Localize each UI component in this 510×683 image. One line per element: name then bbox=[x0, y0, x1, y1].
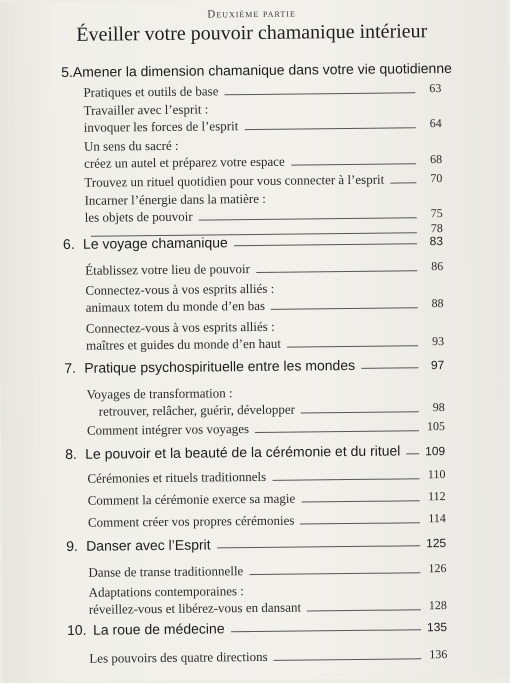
chapter-number: 5. bbox=[61, 63, 73, 81]
entry-text: maîtres et guides du monde d’en haut bbox=[85, 335, 282, 353]
entry-text: Danse de transe traditionnelle bbox=[88, 563, 244, 580]
chapter-title: Danser avec l’Esprit bbox=[86, 536, 211, 554]
entry-text: Travailler avec l’esprit : bbox=[83, 101, 209, 118]
chapter-title: Amener la dimension chamanique dans votre vie quotidienne bbox=[72, 59, 452, 80]
chapter-8-heading bbox=[65, 442, 445, 462]
chapter-7-heading bbox=[64, 356, 444, 376]
page-number: 125 bbox=[426, 536, 447, 551]
dot-leader bbox=[271, 306, 418, 310]
page-number: 126 bbox=[428, 561, 447, 576]
toc-entry bbox=[88, 488, 446, 509]
page-number: 109 bbox=[425, 444, 446, 459]
dot-leader bbox=[256, 269, 417, 273]
chapter-5-heading bbox=[61, 59, 452, 81]
entry-text: Adaptations contemporaines : bbox=[88, 583, 244, 600]
dot-leader bbox=[361, 366, 418, 369]
toc-entry bbox=[86, 382, 444, 420]
dot-leader bbox=[231, 628, 421, 632]
entry-text: Les pouvoirs des quatre directions bbox=[89, 648, 268, 666]
dot-leader bbox=[307, 608, 421, 611]
chapter-10-heading bbox=[67, 618, 447, 638]
toc-entry bbox=[85, 258, 443, 279]
entry-text: Trouvez un rituel quotidien pour vous connecter à l’esprit bbox=[84, 171, 385, 190]
page-number: 68 bbox=[430, 152, 443, 167]
chapter-number: 8. bbox=[65, 445, 77, 462]
entry-text: invoquer les forces de l’esprit bbox=[83, 118, 239, 135]
entry-text: animaux totem du monde d’en bas bbox=[85, 297, 266, 315]
dot-leader bbox=[255, 429, 419, 433]
page-number: 105 bbox=[426, 419, 445, 434]
toc-entry bbox=[86, 316, 444, 354]
dot-leader bbox=[287, 344, 418, 347]
chapter-title: La roue de médecine bbox=[92, 620, 225, 638]
page-number: 110 bbox=[427, 467, 446, 482]
toc-entry bbox=[89, 646, 447, 667]
toc-entry bbox=[87, 466, 445, 487]
page-number: 98 bbox=[432, 400, 445, 415]
dot-leader bbox=[234, 242, 417, 246]
entry-text: Cérémonies et rituels traditionnels bbox=[87, 468, 267, 486]
entry-text: Comment la cérémonie exerce sa magie bbox=[87, 490, 296, 508]
page-number: 135 bbox=[426, 620, 448, 635]
page-number: 128 bbox=[428, 598, 447, 613]
chapter-title: Le pouvoir et la beauté de la cérémonie et du rituel bbox=[85, 442, 401, 462]
toc-entry bbox=[84, 134, 442, 172]
page-number: 86 bbox=[431, 259, 444, 274]
toc-entry bbox=[89, 580, 447, 618]
entry-text: Un sens du sacré : bbox=[83, 137, 179, 154]
entry-text: Comment intégrer vos voyages bbox=[86, 421, 250, 438]
entry-text: retrouver, relâcher, guérir, développer bbox=[98, 401, 296, 419]
dot-leader bbox=[217, 544, 421, 548]
entry-text: Incarner l’énergie dans la matière : bbox=[84, 190, 266, 208]
page-number: 93 bbox=[431, 334, 445, 349]
dot-leader bbox=[244, 126, 415, 130]
dot-leader bbox=[272, 477, 419, 481]
page-number: 75 bbox=[430, 206, 443, 221]
page-number: 83 bbox=[429, 234, 444, 249]
toc-entry bbox=[87, 418, 445, 439]
entry-text: réveillez-vous et libérez-vous en dansant bbox=[88, 599, 302, 617]
dot-leader bbox=[301, 499, 419, 502]
page-number: 97 bbox=[430, 358, 445, 373]
entry-text: Comment créer vos propres cérémonies bbox=[87, 512, 295, 530]
dot-leader bbox=[301, 410, 419, 413]
entry-text: les objets de pouvoir bbox=[84, 208, 193, 225]
chapter-title: Pratique psychospirituelle entre les mondes bbox=[84, 356, 356, 376]
entry-text: créez un autel et préparez votre espace bbox=[84, 153, 285, 171]
chapter-number: 10. bbox=[66, 621, 87, 638]
entry-text: Établissez votre lieu de pouvoir bbox=[85, 261, 250, 278]
toc-entry bbox=[83, 98, 441, 136]
page-number: 136 bbox=[429, 647, 448, 662]
chapter-9-heading bbox=[66, 534, 446, 554]
dot-leader bbox=[406, 452, 419, 454]
chapter-number: 9. bbox=[66, 537, 78, 554]
chapter-6-heading bbox=[63, 232, 443, 252]
page-number: 78 bbox=[430, 221, 443, 236]
chapter-number: 6. bbox=[62, 235, 75, 253]
page-number: 114 bbox=[428, 511, 446, 526]
entry-text: Voyages de transformation : bbox=[86, 385, 233, 402]
page-number: 70 bbox=[430, 171, 443, 186]
page-number: 88 bbox=[431, 296, 444, 311]
part-label: Deuxième partie bbox=[207, 7, 296, 21]
toc-entry bbox=[85, 278, 443, 316]
dot-leader bbox=[390, 181, 416, 183]
toc-entry bbox=[88, 510, 446, 531]
toc-entry bbox=[88, 560, 446, 581]
page-number: 112 bbox=[428, 489, 446, 504]
page-number: 64 bbox=[429, 116, 442, 131]
entry-text: Pratiques et outils de base bbox=[83, 83, 219, 100]
entry-text: Connectez-vous à vos esprits alliés : bbox=[85, 318, 275, 336]
chapter-number: 7. bbox=[64, 359, 77, 376]
dot-leader bbox=[274, 657, 422, 661]
dot-leader bbox=[249, 571, 420, 575]
chapter-title: Le voyage chamanique bbox=[82, 234, 228, 252]
page-number: 63 bbox=[429, 81, 442, 96]
part-title: Éveiller votre pouvoir chamanique intérieur bbox=[76, 20, 428, 46]
dot-leader bbox=[291, 162, 416, 165]
dot-leader bbox=[224, 91, 415, 95]
entry-text: Connectez-vous à vos esprits alliés : bbox=[85, 280, 275, 298]
dot-leader bbox=[300, 521, 420, 524]
